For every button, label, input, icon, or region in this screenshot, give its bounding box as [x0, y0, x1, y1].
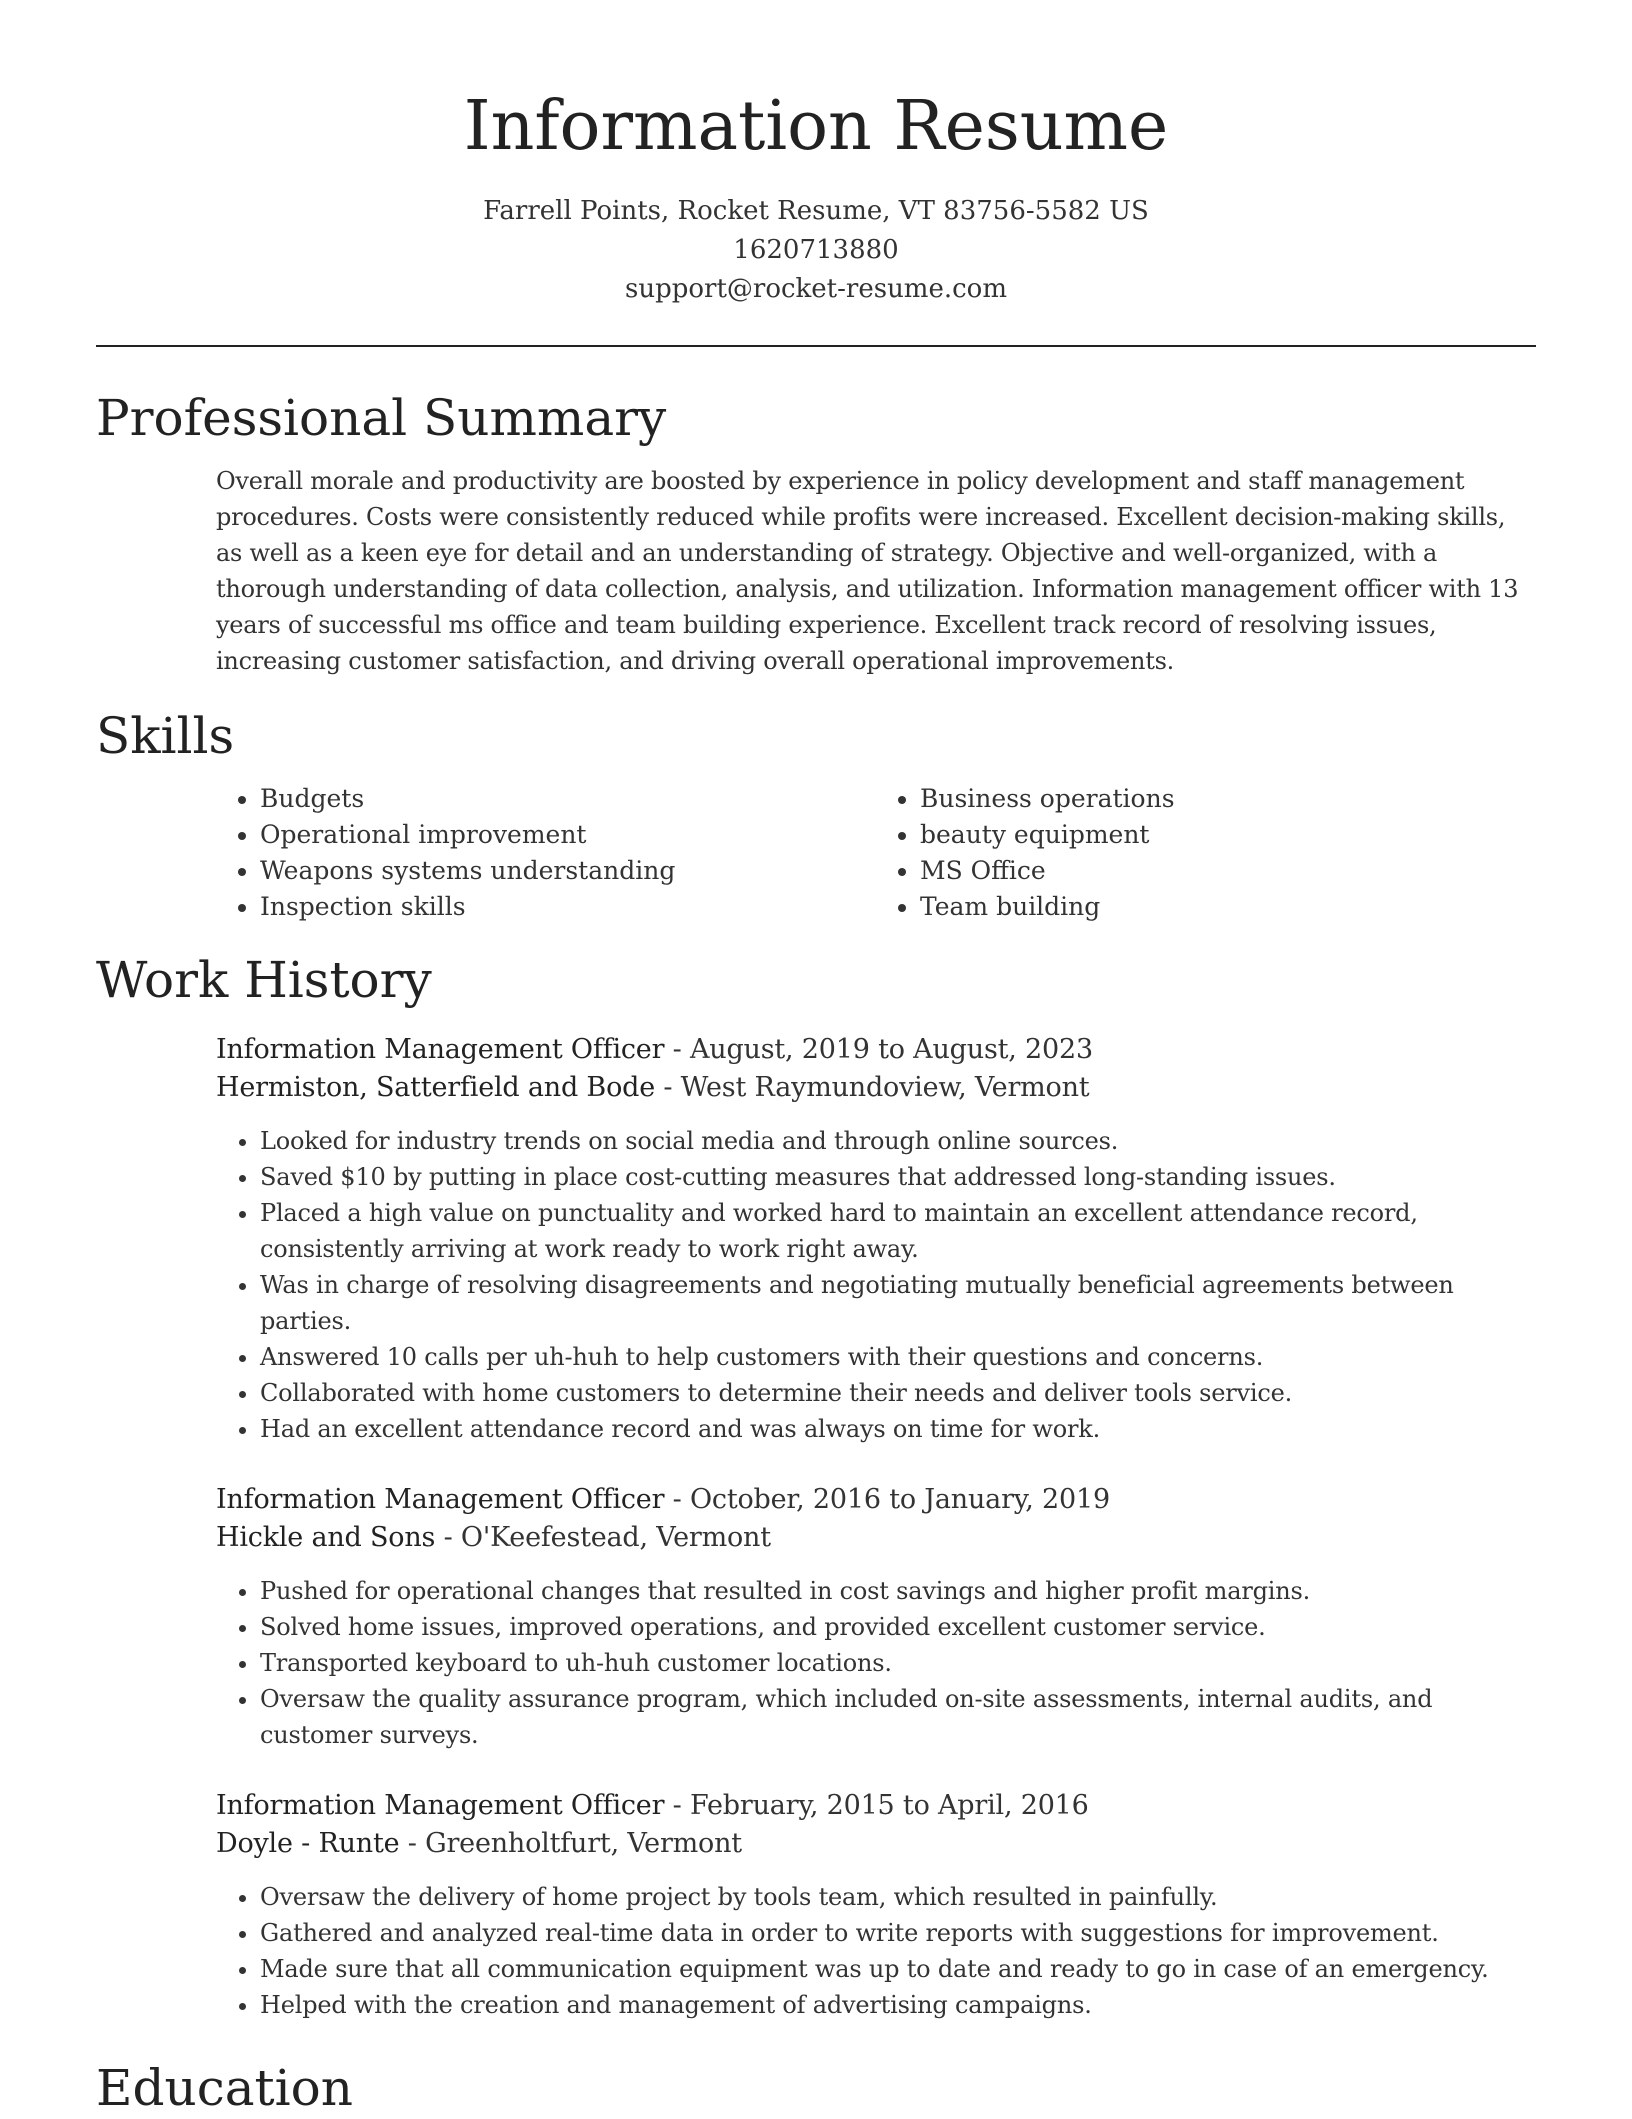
summary-heading: Professional Summary	[96, 389, 667, 447]
work-history-heading: Work History	[96, 951, 432, 1009]
job-bullet: • Looked for industry trends on social media and through online sources.	[260, 1123, 1536, 1159]
skills-section	[96, 705, 1536, 925]
job-bullet: • Answered 10 calls per uh-huh to help customers with their questions and concerns.	[260, 1339, 1536, 1375]
job-company: Doyle - Runte	[216, 1828, 400, 1859]
job-dates: - August, 2019 to August, 2023	[664, 1034, 1093, 1065]
job-role: Information Management Officer	[216, 1790, 665, 1821]
resume-title: Information Resume	[463, 87, 1169, 166]
header-divider	[96, 345, 1536, 347]
skills-column-right	[876, 781, 1536, 925]
job-bullets	[216, 1879, 1536, 2023]
resume-page	[96, 0, 1536, 2119]
skills-heading: Skills	[96, 707, 235, 765]
job-company-line	[216, 1825, 1536, 1863]
skill-item: • Operational improvement	[260, 817, 876, 853]
job-title-line	[216, 1787, 1536, 1825]
job-bullet: • Transported keyboard to uh-huh customer locations.	[260, 1645, 1536, 1681]
education-section	[96, 2057, 1536, 2119]
summary-text: Overall morale and productivity are boosted by experience in policy development and staff management procedures. Costs were consistently reduced while profits were increased. Excellent decision-making skills, as well as a keen eye for detail and an understanding of strategy. Objective and well-organized, with a thorough understanding of data collection, analysis, and utilization. Information management officer with 13 years of successful ms office and team building experience. Excellent track record of resolving issues, increasing customer satisfaction, and driving overall operational improvements.	[216, 467, 1519, 675]
skill-item: • Team building	[920, 889, 1536, 925]
job-bullet: • Oversaw the quality assurance program, which included on-site assessments, internal audits, and customer surveys.	[260, 1681, 1536, 1753]
job-bullet: • Saved $10 by putting in place cost-cutting measures that addressed long-standing issues.	[260, 1159, 1536, 1195]
job-bullet: • Pushed for operational changes that resulted in cost savings and higher profit margins.	[260, 1573, 1536, 1609]
job-bullet: • Helped with the creation and management of advertising campaigns.	[260, 1987, 1536, 2023]
skill-item: • Weapons systems understanding	[260, 853, 876, 889]
job-bullet: • Had an excellent attendance record and was always on time for work.	[260, 1411, 1536, 1447]
work-history-body	[216, 1031, 1536, 2023]
skill-item: • beauty equipment	[920, 817, 1536, 853]
job-bullet: • Made sure that all communication equipment was up to date and ready to go in case of an emergency.	[260, 1951, 1536, 1987]
job-entry	[216, 1481, 1536, 1753]
job-entry	[216, 1787, 1536, 2023]
summary-body	[216, 463, 1536, 679]
contact-phone: 1620713880	[733, 235, 899, 265]
job-bullets	[216, 1573, 1536, 1753]
education-heading: Education	[96, 2059, 353, 2117]
job-bullet: • Placed a high value on punctuality and worked hard to maintain an excellent attendance record, consistently arriving at work ready to work right away.	[260, 1195, 1536, 1267]
resume-header	[96, 0, 1536, 347]
job-bullet: • Collaborated with home customers to determine their needs and deliver tools service.	[260, 1375, 1536, 1411]
job-location: - O'Keefestead, Vermont	[435, 1522, 771, 1553]
job-company-line	[216, 1069, 1536, 1107]
skill-item: • Inspection skills	[260, 889, 876, 925]
skills-column-left	[216, 781, 876, 925]
skill-item: • Business operations	[920, 781, 1536, 817]
contact-address: Farrell Points, Rocket Resume, VT 83756-5582 US	[483, 196, 1149, 226]
summary-section	[96, 387, 1536, 679]
job-location: - West Raymundoview, Vermont	[654, 1072, 1090, 1103]
job-company: Hickle and Sons	[216, 1522, 436, 1553]
job-dates: - October, 2016 to January, 2019	[664, 1484, 1110, 1515]
job-company: Hermiston, Satterfield and Bode	[216, 1072, 655, 1103]
job-bullets	[216, 1123, 1536, 1447]
job-dates: - February, 2015 to April, 2016	[664, 1790, 1089, 1821]
job-role: Information Management Officer	[216, 1034, 665, 1065]
job-location: - Greenholtfurt, Vermont	[399, 1828, 742, 1859]
job-title-line	[216, 1481, 1536, 1519]
skills-list	[216, 781, 1536, 925]
job-bullet: • Was in charge of resolving disagreements and negotiating mutually beneficial agreements between parties.	[260, 1267, 1536, 1339]
skill-item: • MS Office	[920, 853, 1536, 889]
job-company-line	[216, 1519, 1536, 1557]
job-bullet: • Gathered and analyzed real-time data in order to write reports with suggestions for improvement.	[260, 1915, 1536, 1951]
job-bullet: • Solved home issues, improved operations, and provided excellent customer service.	[260, 1609, 1536, 1645]
skill-item: • Budgets	[260, 781, 876, 817]
contact-email: support@rocket-resume.com	[624, 274, 1007, 304]
job-bullet: • Oversaw the delivery of home project by tools team, which resulted in painfully.	[260, 1879, 1536, 1915]
job-entry	[216, 1031, 1536, 1447]
job-role: Information Management Officer	[216, 1484, 665, 1515]
contact-info	[96, 192, 1536, 309]
job-title-line	[216, 1031, 1536, 1069]
work-history-section	[96, 949, 1536, 2023]
